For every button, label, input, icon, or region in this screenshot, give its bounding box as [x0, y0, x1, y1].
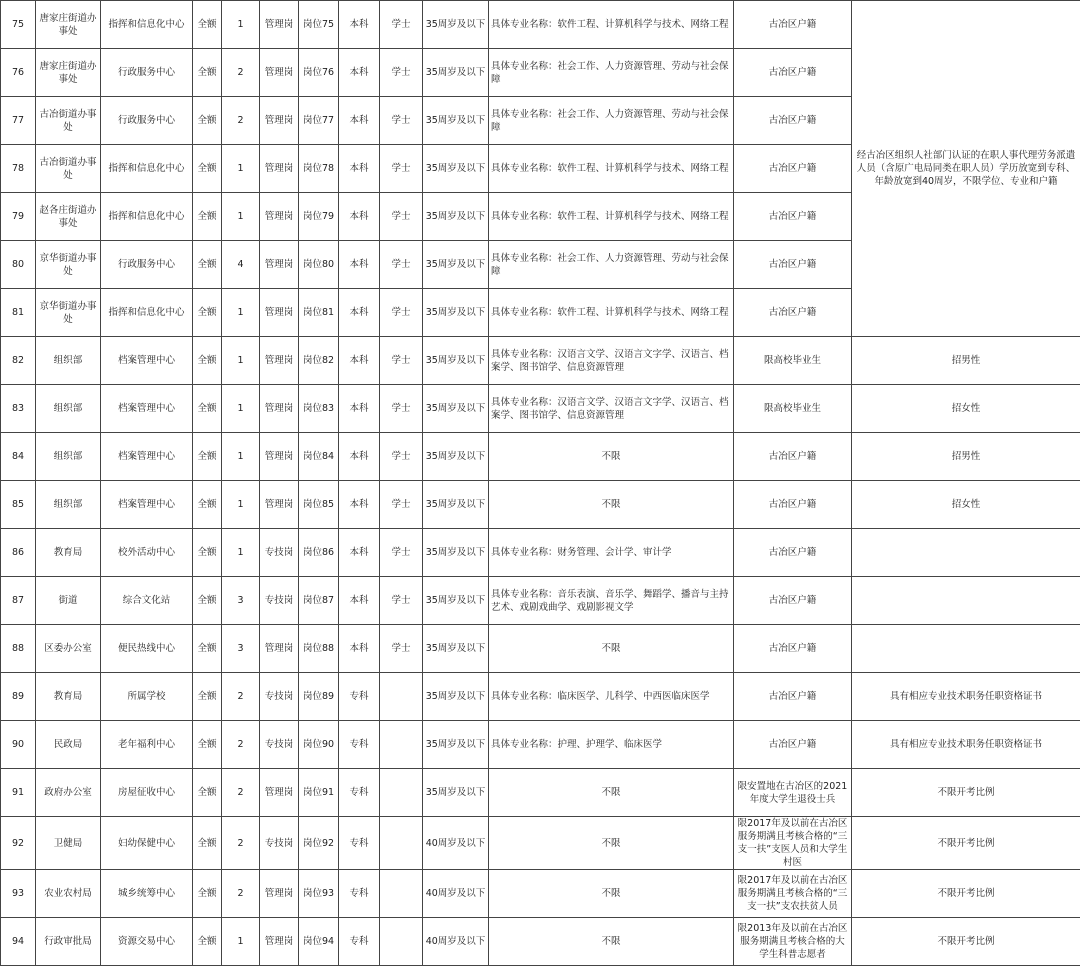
cell-post: 岗位76: [299, 49, 339, 97]
cell-number: 85: [1, 481, 36, 529]
cell-education: 专科: [339, 769, 380, 817]
cell-post-type: 管理岗: [260, 49, 299, 97]
cell-age: 35周岁及以下: [423, 673, 489, 721]
cell-unit: 档案管理中心: [101, 337, 193, 385]
cell-remark: 招男性: [852, 433, 1080, 481]
cell-department: 组织部: [36, 385, 101, 433]
cell-unit: 档案管理中心: [101, 433, 193, 481]
cell-department: 教育局: [36, 529, 101, 577]
cell-unit: 所属学校: [101, 673, 193, 721]
cell-count: 1: [222, 193, 260, 241]
cell-department: 组织部: [36, 433, 101, 481]
cell-number: 94: [1, 918, 36, 966]
cell-unit: 行政服务中心: [101, 97, 193, 145]
cell-age: 35周岁及以下: [423, 721, 489, 769]
cell-major: 不限: [489, 817, 734, 870]
table-row: [1, 1, 1080, 49]
cell-major: 具体专业名称：护理、护理学、临床医学: [489, 721, 734, 769]
cell-age: 35周岁及以下: [423, 577, 489, 625]
cell-major: 具体专业名称：财务管理、会计学、审计学: [489, 529, 734, 577]
cell-unit: 指挥和信息化中心: [101, 1, 193, 49]
cell-other-requirement: 古冶区户籍: [734, 289, 852, 337]
cell-department: 街道: [36, 577, 101, 625]
cell-other-requirement: 限高校毕业生: [734, 385, 852, 433]
cell-count: 1: [222, 433, 260, 481]
cell-count: 2: [222, 817, 260, 870]
cell-other-requirement: 古冶区户籍: [734, 145, 852, 193]
cell-age: 35周岁及以下: [423, 241, 489, 289]
table-row: [1, 577, 1080, 625]
table-row: [1, 870, 1080, 918]
cell-department: 农业农村局: [36, 870, 101, 918]
cell-department: 唐家庄街道办事处: [36, 1, 101, 49]
cell-unit: 妇幼保健中心: [101, 817, 193, 870]
cell-post-type: 专技岗: [260, 529, 299, 577]
cell-unit: 资源交易中心: [101, 918, 193, 966]
cell-count: 1: [222, 289, 260, 337]
cell-funding: 全额: [193, 145, 222, 193]
cell-count: 1: [222, 337, 260, 385]
cell-post: 岗位84: [299, 433, 339, 481]
cell-remark: 具有相应专业技术职务任职资格证书: [852, 721, 1080, 769]
cell-other-requirement: 限2017年及以前在古冶区服务期满且考核合格的“三支一扶”支医人员和大学生村医: [734, 817, 852, 870]
cell-unit: 老年福利中心: [101, 721, 193, 769]
cell-unit: 指挥和信息化中心: [101, 145, 193, 193]
cell-funding: 全额: [193, 870, 222, 918]
cell-post: 岗位77: [299, 97, 339, 145]
cell-degree: [380, 918, 423, 966]
cell-education: 本科: [339, 433, 380, 481]
table-row: [1, 433, 1080, 481]
cell-age: 35周岁及以下: [423, 193, 489, 241]
cell-remark: 招男性: [852, 337, 1080, 385]
cell-post: 岗位88: [299, 625, 339, 673]
cell-education: 本科: [339, 625, 380, 673]
cell-education: 本科: [339, 529, 380, 577]
cell-post-type: 管理岗: [260, 433, 299, 481]
cell-count: 2: [222, 870, 260, 918]
cell-other-requirement: 古冶区户籍: [734, 529, 852, 577]
cell-education: 本科: [339, 193, 380, 241]
cell-post: 岗位81: [299, 289, 339, 337]
cell-post: 岗位80: [299, 241, 339, 289]
table-row: [1, 769, 1080, 817]
table-row: [1, 481, 1080, 529]
cell-major: 不限: [489, 433, 734, 481]
cell-post: 岗位86: [299, 529, 339, 577]
cell-unit: 城乡统筹中心: [101, 870, 193, 918]
cell-funding: 全额: [193, 49, 222, 97]
cell-department: 古冶街道办事处: [36, 145, 101, 193]
cell-funding: 全额: [193, 625, 222, 673]
cell-funding: 全额: [193, 289, 222, 337]
cell-major: 不限: [489, 625, 734, 673]
cell-other-requirement: 古冶区户籍: [734, 97, 852, 145]
cell-post: 岗位87: [299, 577, 339, 625]
cell-other-requirement: 古冶区户籍: [734, 481, 852, 529]
cell-unit: 综合文化站: [101, 577, 193, 625]
cell-major: 具体专业名称：软件工程、计算机科学与技术、网络工程: [489, 289, 734, 337]
cell-degree: [380, 673, 423, 721]
cell-unit: 校外活动中心: [101, 529, 193, 577]
cell-funding: 全额: [193, 577, 222, 625]
cell-remark: 招女性: [852, 481, 1080, 529]
cell-funding: 全额: [193, 481, 222, 529]
cell-count: 2: [222, 769, 260, 817]
cell-degree: [380, 870, 423, 918]
cell-funding: 全额: [193, 769, 222, 817]
cell-degree: 学士: [380, 337, 423, 385]
cell-count: 2: [222, 49, 260, 97]
cell-age: 40周岁及以下: [423, 870, 489, 918]
cell-count: 4: [222, 241, 260, 289]
cell-post: 岗位79: [299, 193, 339, 241]
cell-degree: 学士: [380, 529, 423, 577]
cell-department: 唐家庄街道办事处: [36, 49, 101, 97]
cell-department: 区委办公室: [36, 625, 101, 673]
cell-remark: [852, 577, 1080, 625]
cell-education: 本科: [339, 337, 380, 385]
cell-age: 40周岁及以下: [423, 918, 489, 966]
cell-major: 具体专业名称：软件工程、计算机科学与技术、网络工程: [489, 145, 734, 193]
cell-major: 具体专业名称：汉语言文学、汉语言文字学、汉语言、档案学、图书馆学、信息资源管理: [489, 385, 734, 433]
cell-number: 89: [1, 673, 36, 721]
cell-other-requirement: 古冶区户籍: [734, 1, 852, 49]
cell-age: 35周岁及以下: [423, 385, 489, 433]
cell-department: 古冶街道办事处: [36, 97, 101, 145]
cell-degree: 学士: [380, 433, 423, 481]
cell-degree: 学士: [380, 289, 423, 337]
cell-post-type: 管理岗: [260, 337, 299, 385]
cell-unit: 档案管理中心: [101, 385, 193, 433]
cell-major: 具体专业名称：社会工作、人力资源管理、劳动与社会保障: [489, 49, 734, 97]
cell-major: 具体专业名称：汉语言文学、汉语言文字学、汉语言、档案学、图书馆学、信息资源管理: [489, 337, 734, 385]
cell-post: 岗位91: [299, 769, 339, 817]
cell-post-type: 管理岗: [260, 870, 299, 918]
cell-department: 赵各庄街道办事处: [36, 193, 101, 241]
cell-unit: 档案管理中心: [101, 481, 193, 529]
cell-degree: 学士: [380, 49, 423, 97]
cell-unit: 便民热线中心: [101, 625, 193, 673]
cell-funding: 全额: [193, 385, 222, 433]
table-row: [1, 337, 1080, 385]
cell-post-type: 专技岗: [260, 817, 299, 870]
cell-count: 1: [222, 145, 260, 193]
cell-other-requirement: 古冶区户籍: [734, 577, 852, 625]
cell-major: 具体专业名称：软件工程、计算机科学与技术、网络工程: [489, 1, 734, 49]
cell-unit: 行政服务中心: [101, 49, 193, 97]
cell-unit: 指挥和信息化中心: [101, 193, 193, 241]
cell-department: 组织部: [36, 337, 101, 385]
cell-other-requirement: 古冶区户籍: [734, 49, 852, 97]
cell-department: 京华街道办事处: [36, 241, 101, 289]
cell-post-type: 专技岗: [260, 721, 299, 769]
cell-number: 83: [1, 385, 36, 433]
cell-other-requirement: 古冶区户籍: [734, 673, 852, 721]
cell-remark: 不限开考比例: [852, 817, 1080, 870]
cell-education: 本科: [339, 289, 380, 337]
cell-other-requirement: 限2017年及以前在古冶区服务期满且考核合格的“三支一扶”支农扶贫人员: [734, 870, 852, 918]
cell-post: 岗位89: [299, 673, 339, 721]
cell-other-requirement: 限安置地在古冶区的2021年度大学生退役士兵: [734, 769, 852, 817]
cell-post-type: 管理岗: [260, 193, 299, 241]
cell-number: 91: [1, 769, 36, 817]
cell-age: 35周岁及以下: [423, 481, 489, 529]
cell-funding: 全额: [193, 918, 222, 966]
cell-degree: 学士: [380, 481, 423, 529]
cell-major: 具体专业名称：软件工程、计算机科学与技术、网络工程: [489, 193, 734, 241]
cell-funding: 全额: [193, 673, 222, 721]
cell-number: 93: [1, 870, 36, 918]
cell-education: 本科: [339, 385, 380, 433]
cell-major: 不限: [489, 870, 734, 918]
cell-post: 岗位83: [299, 385, 339, 433]
cell-education: 本科: [339, 577, 380, 625]
cell-funding: 全额: [193, 721, 222, 769]
cell-degree: 学士: [380, 97, 423, 145]
cell-age: 40周岁及以下: [423, 817, 489, 870]
cell-major: 具体专业名称：社会工作、人力资源管理、劳动与社会保障: [489, 97, 734, 145]
cell-degree: 学士: [380, 577, 423, 625]
cell-age: 35周岁及以下: [423, 49, 489, 97]
cell-count: 3: [222, 577, 260, 625]
cell-degree: 学士: [380, 385, 423, 433]
cell-count: 1: [222, 1, 260, 49]
cell-post-type: 管理岗: [260, 385, 299, 433]
cell-age: 35周岁及以下: [423, 529, 489, 577]
cell-funding: 全额: [193, 97, 222, 145]
cell-post-type: 管理岗: [260, 625, 299, 673]
cell-education: 本科: [339, 49, 380, 97]
cell-major: 不限: [489, 769, 734, 817]
cell-remark: 具有相应专业技术职务任职资格证书: [852, 673, 1080, 721]
cell-age: 35周岁及以下: [423, 769, 489, 817]
cell-post-type: 专技岗: [260, 577, 299, 625]
table-row: [1, 625, 1080, 673]
cell-post-type: 管理岗: [260, 481, 299, 529]
cell-count: 1: [222, 481, 260, 529]
cell-number: 77: [1, 97, 36, 145]
cell-department: 京华街道办事处: [36, 289, 101, 337]
cell-department: 行政审批局: [36, 918, 101, 966]
cell-count: 2: [222, 97, 260, 145]
cell-funding: 全额: [193, 529, 222, 577]
cell-major: 具体专业名称：音乐表演、音乐学、舞蹈学、播音与主持艺术、戏剧戏曲学、戏剧影视文学: [489, 577, 734, 625]
cell-major: 具体专业名称：社会工作、人力资源管理、劳动与社会保障: [489, 241, 734, 289]
cell-post: 岗位93: [299, 870, 339, 918]
cell-education: 专科: [339, 817, 380, 870]
cell-major: 不限: [489, 918, 734, 966]
cell-age: 35周岁及以下: [423, 145, 489, 193]
cell-education: 本科: [339, 97, 380, 145]
cell-post-type: 管理岗: [260, 289, 299, 337]
cell-count: 2: [222, 673, 260, 721]
cell-other-requirement: 限高校毕业生: [734, 337, 852, 385]
cell-number: 81: [1, 289, 36, 337]
cell-funding: 全额: [193, 817, 222, 870]
cell-funding: 全额: [193, 241, 222, 289]
cell-unit: 房屋征收中心: [101, 769, 193, 817]
cell-remark: [852, 625, 1080, 673]
cell-department: 民政局: [36, 721, 101, 769]
cell-number: 78: [1, 145, 36, 193]
cell-other-requirement: 古冶区户籍: [734, 721, 852, 769]
cell-degree: 学士: [380, 625, 423, 673]
cell-degree: 学士: [380, 193, 423, 241]
cell-major: 具体专业名称：临床医学、儿科学、中西医临床医学: [489, 673, 734, 721]
cell-number: 80: [1, 241, 36, 289]
cell-count: 2: [222, 721, 260, 769]
cell-post-type: 管理岗: [260, 241, 299, 289]
cell-number: 86: [1, 529, 36, 577]
table-row: [1, 385, 1080, 433]
cell-age: 35周岁及以下: [423, 625, 489, 673]
cell-remark: 招女性: [852, 385, 1080, 433]
cell-post: 岗位75: [299, 1, 339, 49]
table-row: [1, 721, 1080, 769]
cell-post-type: 管理岗: [260, 918, 299, 966]
cell-age: 35周岁及以下: [423, 97, 489, 145]
cell-education: 本科: [339, 1, 380, 49]
cell-remark: 不限开考比例: [852, 769, 1080, 817]
cell-age: 35周岁及以下: [423, 289, 489, 337]
table-row: [1, 673, 1080, 721]
cell-post: 岗位94: [299, 918, 339, 966]
cell-education: 专科: [339, 870, 380, 918]
cell-department: 卫健局: [36, 817, 101, 870]
cell-unit: 行政服务中心: [101, 241, 193, 289]
cell-education: 专科: [339, 673, 380, 721]
cell-count: 3: [222, 625, 260, 673]
cell-number: 90: [1, 721, 36, 769]
cell-funding: 全额: [193, 1, 222, 49]
cell-post-type: 管理岗: [260, 97, 299, 145]
cell-funding: 全额: [193, 337, 222, 385]
cell-post: 岗位92: [299, 817, 339, 870]
cell-degree: [380, 721, 423, 769]
cell-count: 1: [222, 529, 260, 577]
cell-department: 教育局: [36, 673, 101, 721]
cell-post-type: 管理岗: [260, 769, 299, 817]
table-row: [1, 529, 1080, 577]
cell-degree: 学士: [380, 145, 423, 193]
cell-post: 岗位82: [299, 337, 339, 385]
cell-count: 1: [222, 918, 260, 966]
cell-number: 75: [1, 1, 36, 49]
cell-funding: 全额: [193, 193, 222, 241]
cell-education: 本科: [339, 145, 380, 193]
cell-funding: 全额: [193, 433, 222, 481]
cell-education: 本科: [339, 481, 380, 529]
cell-department: 组织部: [36, 481, 101, 529]
cell-post-type: 专技岗: [260, 673, 299, 721]
cell-number: 84: [1, 433, 36, 481]
cell-number: 88: [1, 625, 36, 673]
cell-major: 不限: [489, 481, 734, 529]
cell-number: 79: [1, 193, 36, 241]
cell-education: 本科: [339, 241, 380, 289]
table-row: [1, 817, 1080, 870]
cell-other-requirement: 古冶区户籍: [734, 241, 852, 289]
cell-age: 35周岁及以下: [423, 1, 489, 49]
cell-remark: [852, 529, 1080, 577]
cell-count: 1: [222, 385, 260, 433]
cell-remark: 不限开考比例: [852, 918, 1080, 966]
cell-post: 岗位90: [299, 721, 339, 769]
cell-degree: [380, 817, 423, 870]
table-row: [1, 918, 1080, 966]
cell-unit: 指挥和信息化中心: [101, 289, 193, 337]
cell-degree: 学士: [380, 241, 423, 289]
cell-other-requirement: 古冶区户籍: [734, 625, 852, 673]
cell-department: 政府办公室: [36, 769, 101, 817]
cell-degree: [380, 769, 423, 817]
cell-age: 35周岁及以下: [423, 337, 489, 385]
cell-number: 76: [1, 49, 36, 97]
cell-post-type: 管理岗: [260, 145, 299, 193]
cell-age: 35周岁及以下: [423, 433, 489, 481]
cell-post: 岗位78: [299, 145, 339, 193]
cell-degree: 学士: [380, 1, 423, 49]
cell-post: 岗位85: [299, 481, 339, 529]
cell-other-requirement: 古冶区户籍: [734, 193, 852, 241]
cell-other-requirement: 古冶区户籍: [734, 433, 852, 481]
cell-number: 92: [1, 817, 36, 870]
cell-other-requirement: 限2013年及以前在古冶区服务期满且考核合格的大学生科普志愿者: [734, 918, 852, 966]
cell-post-type: 管理岗: [260, 1, 299, 49]
cell-number: 82: [1, 337, 36, 385]
cell-education: 专科: [339, 721, 380, 769]
cell-education: 专科: [339, 918, 380, 966]
cell-number: 87: [1, 577, 36, 625]
cell-merged-remark: 经古冶区组织人社部门认证的在职人事代理劳务派遣人员（含原广电局同类在职人员）学历放宽到专科、年龄放宽到40周岁，不限学位、专业和户籍: [852, 1, 1080, 337]
cell-remark: 不限开考比例: [852, 870, 1080, 918]
